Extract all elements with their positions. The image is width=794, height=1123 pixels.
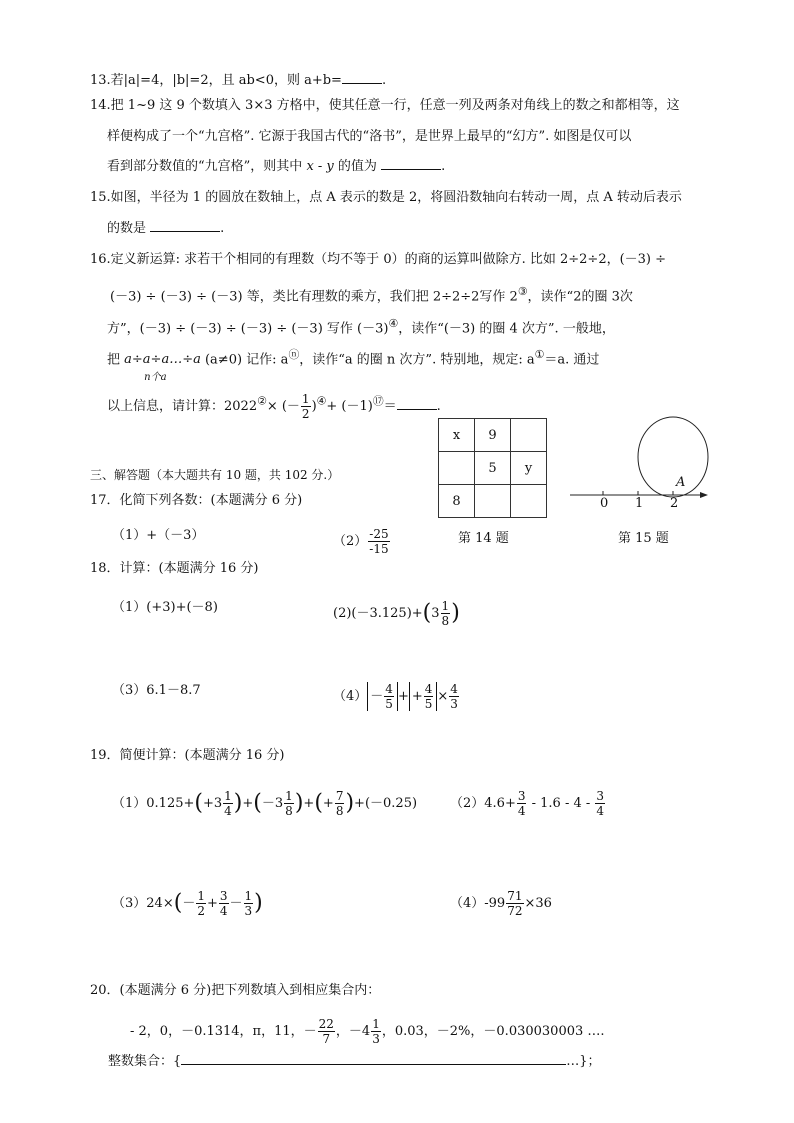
figure-14-caption: 第 14 题 (458, 531, 509, 546)
label: （2）4.6+ (450, 796, 516, 811)
q16-line3 (107, 315, 615, 338)
q16-t: (a≠0) 记作: a (204, 352, 289, 368)
num: 71 (507, 889, 523, 903)
term: +3 (202, 796, 223, 811)
answer-blank (150, 231, 220, 232)
grid-cell: 5 (475, 452, 511, 485)
q15-line2 (107, 220, 224, 238)
den: 5 (424, 697, 433, 711)
q16-line1: 16.定义新运算: 求若干个相同的有理数（均不等于 0）的商的运算叫做除方. 比如 2÷2÷2，(－3) ÷ (90, 252, 667, 267)
q17-title: 17．化简下列各数：(本题满分 6 分) (90, 493, 303, 508)
grid-cell: x (439, 419, 475, 452)
den: 4 (219, 904, 228, 918)
circle-2: ② (257, 394, 267, 408)
den: 2 (301, 407, 310, 421)
answer-blank (381, 169, 441, 170)
numbers: ，－4 (335, 1024, 371, 1039)
num: 1 (301, 392, 310, 406)
term: －3 (261, 796, 284, 811)
den: -15 (369, 542, 389, 556)
circle-4: ④ (316, 394, 327, 408)
sign: + (411, 689, 423, 704)
magic-square-grid (438, 418, 547, 518)
q20-title: 20．(本题满分 6 分)把下列数填入到相应集合内： (90, 983, 381, 998)
q19-part4 (450, 889, 552, 918)
q16-t: ＝ (383, 399, 397, 414)
num: 22 (318, 1017, 334, 1031)
num: 7 (335, 789, 344, 803)
den: 3 (244, 904, 253, 918)
q19-part1: （1）0.125+(+3 $\frac{1}{4}$ )+(－3 $\frac{1}{8}$ )+(+ $\frac{7}{8}$ )+(－0.25) (112, 789, 418, 818)
num: 3 (517, 789, 526, 803)
num: 1 (197, 889, 205, 903)
den: 2 (197, 904, 205, 918)
q16-t: + (－1) (326, 399, 373, 414)
q15-text: 的数是 (107, 221, 147, 236)
absolute-value (367, 682, 398, 711)
section-heading: 三、解答题（本大题共有 10 题，共 102 分.） (90, 468, 340, 482)
den: 72 (507, 904, 523, 918)
point-a-label: A (676, 475, 686, 490)
numbers: ，0.03，－2%，－0.030030003 …. (381, 1024, 605, 1039)
q16-line5 (107, 392, 441, 421)
op: + (242, 796, 254, 811)
term: ×36 (524, 896, 552, 911)
label: （1）0.125+ (112, 796, 195, 811)
tick-label: 1 (635, 496, 644, 511)
q19-part3: （3）24×(－ $\frac{1}{2}$ + $\frac{3}{4}$ － $\frac{1}{3}$ ) (112, 889, 263, 918)
op: × (437, 689, 449, 704)
label: （4） (333, 689, 368, 704)
op: + (397, 689, 409, 704)
q16-line4 (107, 346, 600, 384)
q19-title: 19．简便计算：(本题满分 16 分) (90, 748, 285, 763)
den: 8 (335, 804, 344, 818)
answer-blank (342, 83, 382, 84)
q18-title: 18．计算：(本题满分 16 分) (90, 561, 259, 576)
q15-end: . (220, 221, 225, 236)
term: + (322, 796, 334, 811)
q16-t: 方”，(－3) ÷ (－3) ÷ (－3) ÷ (－3) 写作 (－3) (107, 321, 389, 337)
den: 5 (385, 697, 393, 711)
num: 1 (285, 789, 293, 803)
q14-line2: 样便构成了一个“九宫格”. 它源于我国古代的“洛书”，是世界上最早的“幻方”. 如图是仅可以 (107, 129, 632, 144)
q16-t: ，读作“a 的圈 n 次方”. 特别地，规定: a (299, 352, 535, 368)
tick-label: 0 (600, 496, 609, 511)
answer-blank (181, 1064, 566, 1065)
q16-t: ) (311, 399, 317, 414)
fraction (368, 527, 389, 556)
answer-blank (397, 409, 437, 410)
q14-line1: 14.把 1~9 这 9 个数填入 3×3 方格中，使其任意一行，任意一列及两条对角线上的数之和都相等，这 (90, 98, 680, 113)
grid-cell (511, 485, 547, 518)
grid-cell (511, 419, 547, 452)
label: （4）-99 (450, 896, 506, 911)
op: + (303, 796, 315, 811)
num: 4 (385, 682, 393, 696)
q14-end: . (441, 159, 446, 174)
den: 4 (517, 804, 526, 818)
label: (2)(－3.125)+ (333, 606, 423, 621)
q16-t: 把 (107, 352, 121, 368)
num: 1 (441, 599, 450, 613)
label: （2） (333, 534, 368, 549)
circle-3: ③ (517, 285, 528, 298)
q15-line1: 15.如图，半径为 1 的圆放在数轴上，点 A 表示的数是 2，将圆沿数轴向右转动一周，点 A 转动后表示 (90, 190, 682, 205)
q17-part1: （1）+（－3） (112, 528, 205, 543)
fraction (301, 392, 311, 421)
num: 3 (596, 789, 605, 803)
sign: － (370, 689, 384, 704)
label: （3）24× (112, 896, 174, 911)
den: 8 (285, 804, 293, 818)
q20-numbers (130, 1017, 605, 1046)
den: 3 (450, 697, 458, 711)
den: 4 (596, 804, 605, 818)
fraction (441, 599, 451, 628)
q16-t: 以上信息，请计算：2022 (107, 399, 258, 414)
grid-cell: 9 (475, 419, 511, 452)
circle-17: ⑰ (372, 394, 384, 408)
q16-t: ＝a. 通过 (544, 352, 600, 368)
term: - 1.6 - 4 - (531, 796, 591, 811)
num: 1 (372, 1017, 380, 1031)
op: － (229, 896, 243, 911)
num: 1 (224, 789, 232, 803)
q18-part1: （1）(+3)+(－8) (112, 600, 218, 615)
num: -25 (369, 527, 389, 541)
num: 4 (450, 682, 458, 696)
q14-text2: 的值为 (337, 159, 377, 174)
den: 8 (441, 614, 450, 628)
op: + (206, 896, 218, 911)
q13-end: . (381, 73, 387, 88)
arrow-icon (700, 492, 708, 498)
q16-t: ，读作“2的圈 3次 (527, 289, 633, 305)
circle-1: ① (534, 348, 545, 361)
numbers: - 2，0，－0.1314，π，11，－ (130, 1024, 317, 1039)
circle-shape (638, 417, 708, 497)
num: 1 (244, 889, 253, 903)
q18-part3: （3）6.1－8.7 (112, 683, 201, 698)
q14-expr: x - y (306, 159, 334, 174)
question-13 (90, 72, 386, 90)
grid-cell: 8 (439, 485, 475, 518)
q19-part2 (450, 789, 606, 818)
figure-15-caption: 第 15 题 (618, 531, 669, 546)
circle-4: ④ (388, 317, 399, 330)
op: + (354, 796, 365, 811)
num: 3 (219, 889, 228, 903)
q13-text: 13.若|a|=4，|b|=2，且 ab<0，则 a+b= (90, 73, 342, 88)
q16-end: . (436, 399, 441, 414)
q18-part4 (333, 682, 460, 711)
whole: 3 (431, 606, 440, 621)
q17-part2 (333, 527, 391, 556)
n-count-label: n个a (144, 372, 167, 384)
num: 4 (424, 682, 433, 696)
den: 7 (322, 1032, 331, 1046)
q14-text: 看到部分数值的“九宫格”，则其中 (107, 159, 303, 174)
integer-set (108, 1053, 601, 1071)
den: 4 (224, 804, 232, 818)
q14-line3 (107, 158, 445, 176)
grid-cell (475, 485, 511, 518)
op: － (182, 896, 196, 911)
division-formula (124, 351, 201, 384)
term: －0.25 (370, 796, 412, 811)
grid-cell: y (511, 452, 547, 485)
circle-n: ⓝ (288, 348, 300, 361)
tick-label: 2 (670, 496, 679, 511)
q16-t: (－3) ÷ (－3) ÷ (－3) 等，类比有理数的乘方，我们把 2÷2÷2写作 2 (110, 289, 518, 305)
q16-t: × (－ (266, 399, 300, 414)
q16-line2 (110, 283, 633, 306)
q18-part2: (2)(－3.125)+(3 $\frac{1}{8}$ ) (333, 599, 460, 628)
den: 3 (372, 1032, 380, 1046)
set-end: …}； (566, 1054, 601, 1069)
absolute-value (409, 682, 438, 711)
formula: a÷a÷a…÷a (124, 352, 201, 368)
label: 整数集合：{ (108, 1054, 182, 1069)
q16-t: ，读作“(－3) 的圈 4 次方”. 一般地， (398, 321, 615, 337)
grid-cell (439, 452, 475, 485)
